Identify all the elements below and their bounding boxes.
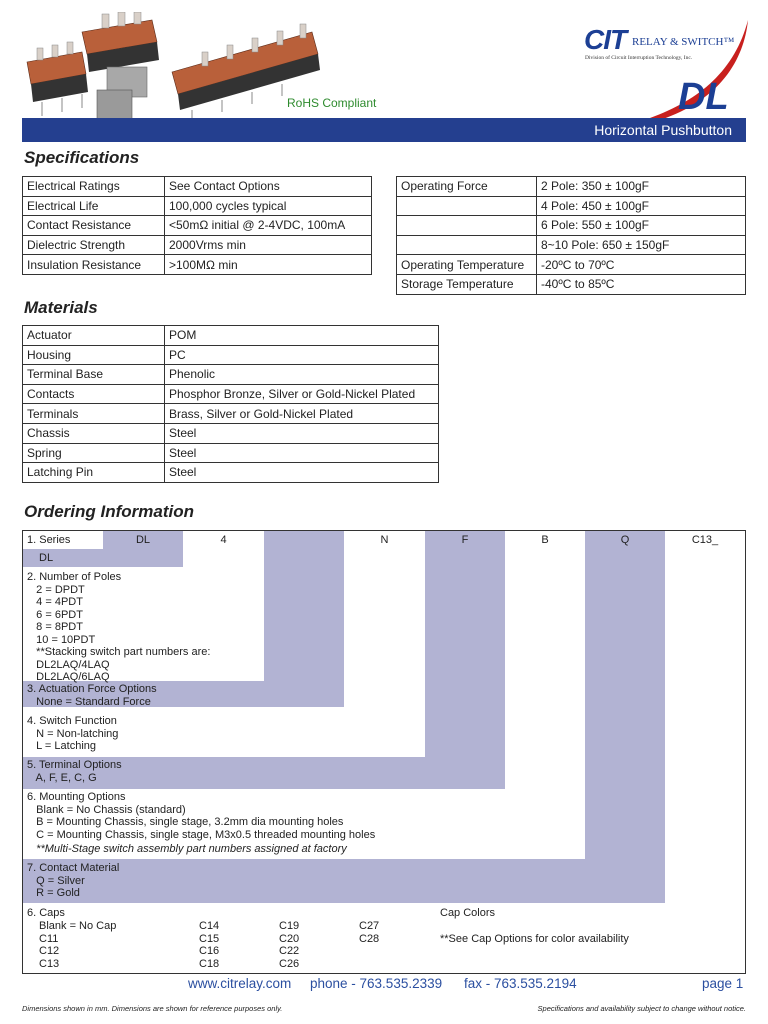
ordering-code-function: N — [380, 534, 389, 546]
section-mounting-note: **Multi-Stage switch assembly part numbers assigned at factory — [27, 843, 347, 855]
ordering-diagram — [22, 530, 746, 974]
material-value: Phenolic — [165, 365, 439, 385]
spec-label — [397, 235, 537, 255]
spec-value: <50mΩ initial @ 2-4VDC, 100mA — [165, 216, 372, 236]
table-row — [23, 216, 372, 236]
spec-value: -20ºC to 70ºC — [537, 255, 746, 275]
section-series-title: 1. Series — [27, 534, 71, 546]
material-value: Steel — [165, 463, 439, 483]
table-row — [23, 423, 439, 443]
material-value: POM — [165, 326, 439, 346]
section-actuation: 3. Actuation Force Options None = Standard Force — [27, 683, 157, 708]
section-poles: 2. Number of Poles 2 = DPDT 4 = 4PDT 6 = 6PDT 8 = 8PDT 10 = 10PDT **Stacking switch part numbers are: DL2LAQ/4LAQ DL2LAQ/6LAQ — [27, 571, 211, 683]
spec-label — [397, 216, 537, 236]
table-row — [23, 345, 439, 365]
page-number: page 1 — [702, 976, 744, 991]
table-row — [23, 255, 372, 275]
material-part: Chassis — [23, 423, 165, 443]
material-value: PC — [165, 345, 439, 365]
section-terminal: 5. Terminal Options A, F, E, C, G — [27, 759, 122, 784]
specifications-table-left — [22, 176, 372, 275]
material-part: Housing — [23, 345, 165, 365]
material-part: Terminal Base — [23, 365, 165, 385]
section-mounting: 6. Mounting Options Blank = No Chassis (standard) B = Mounting Chassis, single stage, 3.2mm dia mounting holes C = Mounting Chassis, single stage, M3x0.5 threaded mounting holes — [27, 791, 376, 841]
caps-list-2: C14 C15 C16 C18 — [199, 920, 220, 970]
table-row — [397, 216, 746, 236]
spec-value: 2 Pole: 350 ± 100gF — [537, 177, 746, 197]
table-row — [23, 177, 372, 197]
spec-value: >100MΩ min — [165, 255, 372, 275]
spec-label: Electrical Life — [23, 196, 165, 216]
spec-value: 6 Pole: 550 ± 100gF — [537, 216, 746, 236]
spec-value: See Contact Options — [165, 177, 372, 197]
table-row — [397, 274, 746, 294]
brand-division: Division of Circuit Interruption Technology, Inc. — [585, 55, 693, 61]
spec-value: 2000Vrms min — [165, 235, 372, 255]
website-link[interactable]: www.citrelay.com — [188, 976, 292, 991]
material-value: Steel — [165, 443, 439, 463]
section-caps-title: 6. Caps — [27, 907, 65, 919]
specifications-heading: Specifications — [24, 148, 140, 167]
spec-label: Insulation Resistance — [23, 255, 165, 275]
ordering-code-cap: C13_ — [691, 534, 719, 546]
table-row — [23, 404, 439, 424]
cap-colors-note: **See Cap Options for color availability — [440, 933, 629, 945]
materials-table — [22, 325, 439, 483]
section-switch-function: 4. Switch Function N = Non-latching L = Latching — [27, 715, 119, 752]
spec-label: Operating Force — [397, 177, 537, 197]
specifications-note: Specifications and availability subject to change without notice. — [537, 1004, 746, 1013]
spec-value: 4 Pole: 450 ± 100gF — [537, 196, 746, 216]
cap-colors-title: Cap Colors — [440, 907, 496, 919]
dimensions-note: Dimensions shown in mm. Dimensions are shown for reference purposes only. — [22, 1004, 283, 1013]
caps-list-3: C19 C20 C22 C26 — [279, 920, 300, 970]
brand-logo-subtitle: RELAY & SWITCH™ — [632, 36, 735, 48]
title-banner — [22, 118, 746, 142]
ordering-code-contact: Q — [620, 534, 630, 546]
spec-label: Operating Temperature — [397, 255, 537, 275]
table-row — [23, 384, 439, 404]
ordering-code-poles: 4 — [220, 534, 227, 546]
material-part: Contacts — [23, 384, 165, 404]
material-part: Latching Pin — [23, 463, 165, 483]
material-part: Spring — [23, 443, 165, 463]
ordering-code-series: DL — [135, 534, 151, 546]
table-row — [23, 365, 439, 385]
band-contact-column — [585, 531, 665, 903]
page-title: Horizontal Pushbutton — [594, 122, 732, 138]
phone-number: phone - 763.535.2339 — [310, 976, 443, 991]
specifications-table-right — [396, 176, 746, 295]
rohs-label: RoHS Compliant — [287, 96, 377, 110]
caps-list-1: Blank = No Cap C11 C12 C13 — [39, 920, 117, 970]
ordering-code-terminal: F — [461, 534, 469, 546]
material-value: Steel — [165, 423, 439, 443]
table-row — [23, 463, 439, 483]
spec-value: 100,000 cycles typical — [165, 196, 372, 216]
ordering-code-mounting: B — [541, 534, 549, 546]
section-series-value: DL — [39, 552, 54, 564]
spec-label: Storage Temperature — [397, 274, 537, 294]
spec-value: 8~10 Pole: 650 ± 150gF — [537, 235, 746, 255]
materials-heading: Materials — [24, 298, 98, 317]
model-name: DL — [678, 76, 729, 118]
ordering-heading: Ordering Information — [24, 502, 194, 521]
table-row — [397, 196, 746, 216]
section-contact-material: 7. Contact Material Q = Silver R = Gold — [27, 862, 120, 899]
table-row — [23, 235, 372, 255]
material-value: Phosphor Bronze, Silver or Gold-Nickel Plated — [165, 384, 439, 404]
material-part: Terminals — [23, 404, 165, 424]
spec-label — [397, 196, 537, 216]
table-row — [397, 177, 746, 197]
fax-number: fax - 763.535.2194 — [464, 976, 577, 991]
material-part: Actuator — [23, 326, 165, 346]
spec-value: -40ºC to 85ºC — [537, 274, 746, 294]
band-terminal-column — [425, 531, 505, 789]
table-row — [397, 255, 746, 275]
material-value: Brass, Silver or Gold-Nickel Plated — [165, 404, 439, 424]
spec-label: Contact Resistance — [23, 216, 165, 236]
table-row — [23, 326, 439, 346]
caps-list-4: C27 C28 — [359, 920, 380, 945]
spec-label: Dielectric Strength — [23, 235, 165, 255]
product-photo — [22, 12, 322, 124]
table-row — [23, 443, 439, 463]
brand-logo: CIT — [584, 24, 627, 55]
spec-label: Electrical Ratings — [23, 177, 165, 197]
table-row — [397, 235, 746, 255]
table-row — [23, 196, 372, 216]
